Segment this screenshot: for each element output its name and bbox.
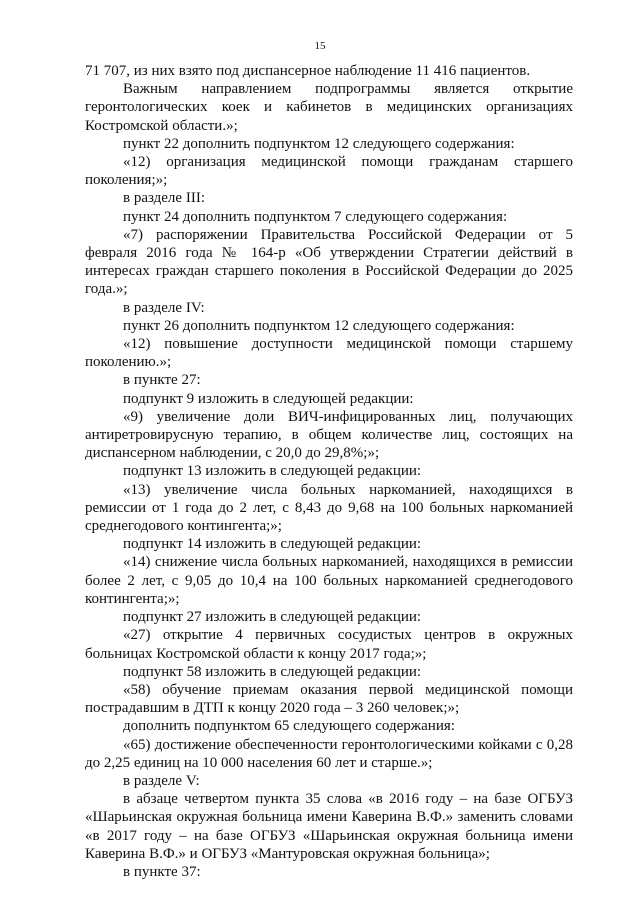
document-body [85,62,573,881]
paragraph: в пункте 37: [123,863,201,880]
paragraph: подпункт 9 изложить в следующей редакции: [123,390,414,407]
paragraph: в разделе IV: [123,299,205,316]
paragraph: Важным направлением подпрограммы является открытие геронтологических коек и кабинетов в медицинских организациях Костромской области.»; [85,81,573,134]
paragraph: в пункте 27: [123,372,201,389]
paragraph: подпункт 58 изложить в следующей редакции: [123,663,422,680]
paragraph: пункт 24 дополнить подпунктом 7 следующего содержания: [123,208,508,225]
paragraph: в разделе V: [123,772,200,789]
paragraph: «12) повышение доступности медицинской помощи старшему поколению.»; [85,336,573,371]
paragraph: подпункт 14 изложить в следующей редакции: [123,536,422,553]
paragraph: пункт 22 дополнить подпунктом 12 следующего содержания: [123,135,515,152]
paragraph: в абзаце четвертом пункта 35 слова «в 2016 году – на базе ОГБУЗ «Шарьинская окружная больница имени Каверина В.Ф.» заменить словами «в 2017 году – на базе ОГБУЗ «Шарьинская окружная больница имени Каверина В.Ф.» и ОГБУЗ «Мантуровская окружная больница»; [85,791,573,862]
paragraph: 71 707, из них взято под диспансерное наблюдение 11 416 пациентов. [85,63,531,79]
paragraph: «12) организация медицинской помощи гражданам старшего поколения;»; [85,154,573,189]
paragraph: подпункт 27 изложить в следующей редакции: [123,609,422,626]
paragraph: «27) открытие 4 первичных сосудистых центров в окружных больницах Костромской области к концу 2017 года;»; [85,627,573,662]
page-number: 15 [314,40,326,52]
paragraph: «7) распоряжении Правительства Российской Федерации от 5 февраля 2016 года № 164-р «Об утверждении Стратегии действий в интересах граждан старшего поколения в Российской Федерации до 2025 года.»; [85,226,573,298]
paragraph: дополнить подпунктом 65 следующего содержания: [123,718,455,735]
paragraph: в разделе III: [123,190,205,207]
paragraph: «58) обучение приемам оказания первой медицинской помощи пострадавшим в ДТП к концу 2020 года – 3 260 человек;»; [85,681,573,717]
paragraph: «14) снижение числа больных наркоманией, находящихся в ремиссии более 2 лет, с 9,05 до 10,4 на 100 больных наркоманией среднегодового контингента;»; [85,554,573,607]
paragraph: «65) достижение обеспеченности геронтологическими койками с 0,28 до 2,25 единиц на 10 000 населения 60 лет и старше.»; [85,736,573,771]
paragraph: пункт 26 дополнить подпунктом 12 следующего содержания: [123,317,515,334]
paragraph: «13) увеличение числа больных наркоманией, находящихся в ремиссии от 1 года до 2 лет, с 8,43 до 9,68 на 100 больных наркоманией среднегодового контингента;»; [85,481,573,535]
paragraph: «9) увеличение доли ВИЧ-инфицированных лиц, получающих антиретровирусную терапию, в общем количестве лиц, состоящих на диспансерном наблюдении, с 20,0 до 29,8%;»; [85,408,573,462]
paragraph: подпункт 13 изложить в следующей редакции: [123,463,422,480]
